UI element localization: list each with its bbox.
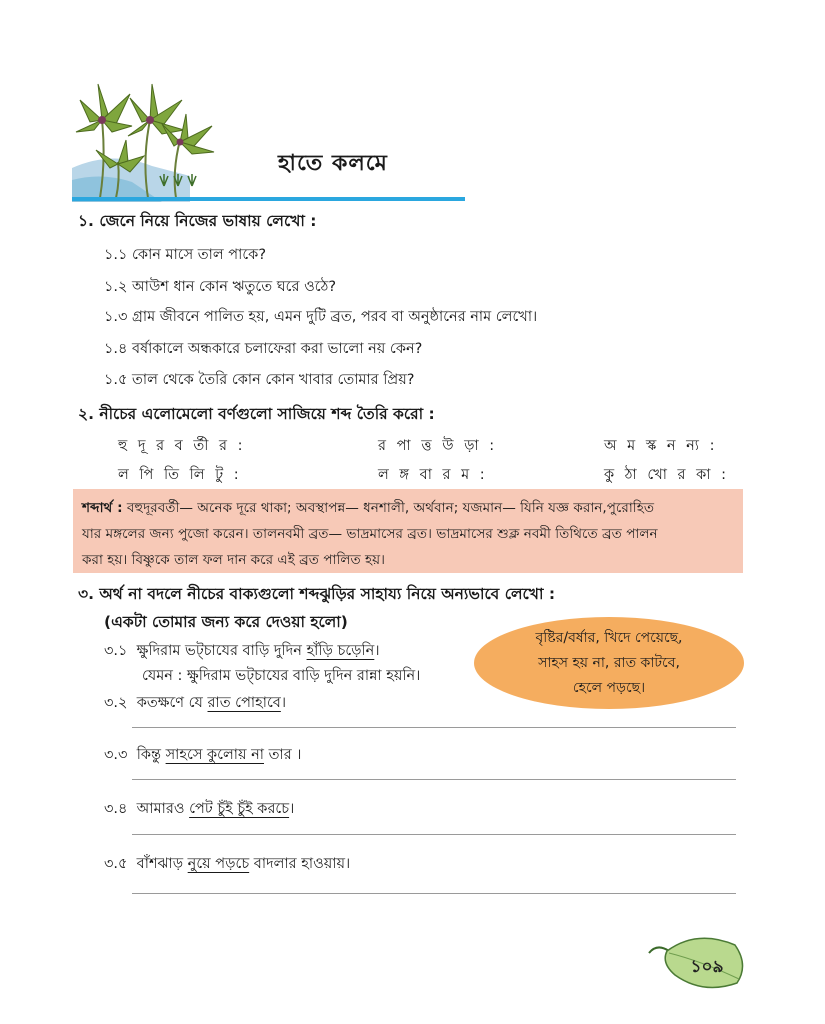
glossary-line-2: যার মঙ্গলের জন্য পুজো করেন। তালনবমী ব্রত— ভাদ্রমাসের ব্রত। ভাদ্রমাসের শুক্ল নবমী তিথিতে ব্রত পালন	[82, 526, 658, 542]
q1-item: ১.৪ বর্ষাকালে অন্ধকারে চলাফেরা করা ভালো নয় কেন?	[104, 341, 423, 357]
q1-heading: ১. জেনে নিয়ে নিজের ভাষায় লেখো :	[78, 212, 317, 230]
q3-item-3: ৩.৩ কিন্তু সাহসে কুলোয় না তার ।	[104, 747, 302, 763]
jumbled-word: ল পি তি লি টু :	[118, 467, 242, 483]
jumbled-word: হু দূ র ব র্তী র :	[118, 438, 246, 454]
word-basket-line: সাহস হয় না, রাত কাটবে,	[538, 654, 680, 671]
glossary-box	[73, 489, 743, 573]
jumbled-word: ল ঙ্গ বা র ম :	[378, 467, 488, 483]
glossary-label: শব্দার্থ :	[82, 500, 123, 516]
answer-line	[132, 834, 736, 835]
q2-heading: ২. নীচের এলোমেলো বর্ণগুলো সাজিয়ে শব্দ তৈরি করো :	[78, 405, 435, 423]
q1-item: ১.৫ তাল থেকে তৈরি কোন কোন খাবার তোমার প্রিয়?	[104, 372, 415, 388]
answer-line	[132, 727, 736, 728]
word-basket	[474, 617, 744, 709]
section-title: হাতে কলমে	[278, 151, 388, 176]
jumbled-word: র পা ত্ত উ ড়া :	[378, 438, 498, 454]
glossary-line-3: করা হয়। বিষ্ণুকে তাল ফল দান করে এই ব্রত পালিত হয়।	[82, 552, 386, 568]
title-divider	[72, 197, 465, 201]
jumbled-word: অ ম স্ক ন ন্য :	[604, 438, 718, 454]
q3-note: (একটা তোমার জন্য করে দেওয়া হলো)	[104, 613, 348, 631]
q3-item-5: ৩.৫ বাঁশঝাড় নুয়ে পড়চে বাদলার হাওয়ায়।	[104, 856, 351, 872]
answer-line	[132, 779, 736, 780]
answer-line	[132, 893, 736, 894]
jumbled-word: কু ঠা খো র কা :	[604, 467, 729, 483]
glossary-line-1: শব্দার্থ : বহুদূরবর্তী— অনেক দূরে থাকা; অবস্থাপন্ন— ধনশালী, অর্থবান; যজমান— যিনি যজ্ঞ করান,পুরোহিত	[82, 500, 655, 516]
q3-item-4: ৩.৪ আমারও পেট চুঁই চুঁই করচে।	[104, 801, 295, 817]
palm-tree-illustration	[72, 80, 222, 202]
q1-item: ১.৩ গ্রাম জীবনে পালিত হয়, এমন দুটি ব্রত, পরব বা অনুষ্ঠানের নাম লেখো।	[104, 309, 538, 325]
q1-item: ১.১ কোন মাসে তাল পাকে?	[104, 247, 267, 263]
page-number: ১০৯	[690, 957, 724, 977]
q3-example: যেমন : ক্ষুদিরাম ভট্‌চাযের বাড়ি দুদিন রান্না হয়নি।	[142, 668, 421, 684]
q3-heading: ৩. অর্থ না বদলে নীচের বাক্যগুলো শব্দঝুড়ির সাহায্য নিয়ে অন্যভাবে লেখো :	[78, 585, 556, 603]
q3-item-2: ৩.২ কতক্ষণে যে রাত পোহাবে।	[104, 695, 287, 711]
word-basket-line: বৃষ্টির/বর্ষার, খিদে পেয়েছে,	[535, 629, 683, 646]
q1-item: ১.২ আউশ ধান কোন ঋতুতে ঘরে ওঠে?	[104, 279, 337, 295]
word-basket-line: হেলে পড়ছে।	[572, 679, 646, 696]
q3-item-1: ৩.১ ক্ষুদিরাম ভট্‌চাযের বাড়ি দুদিন হাঁড়ি চড়েনি।	[104, 643, 380, 659]
